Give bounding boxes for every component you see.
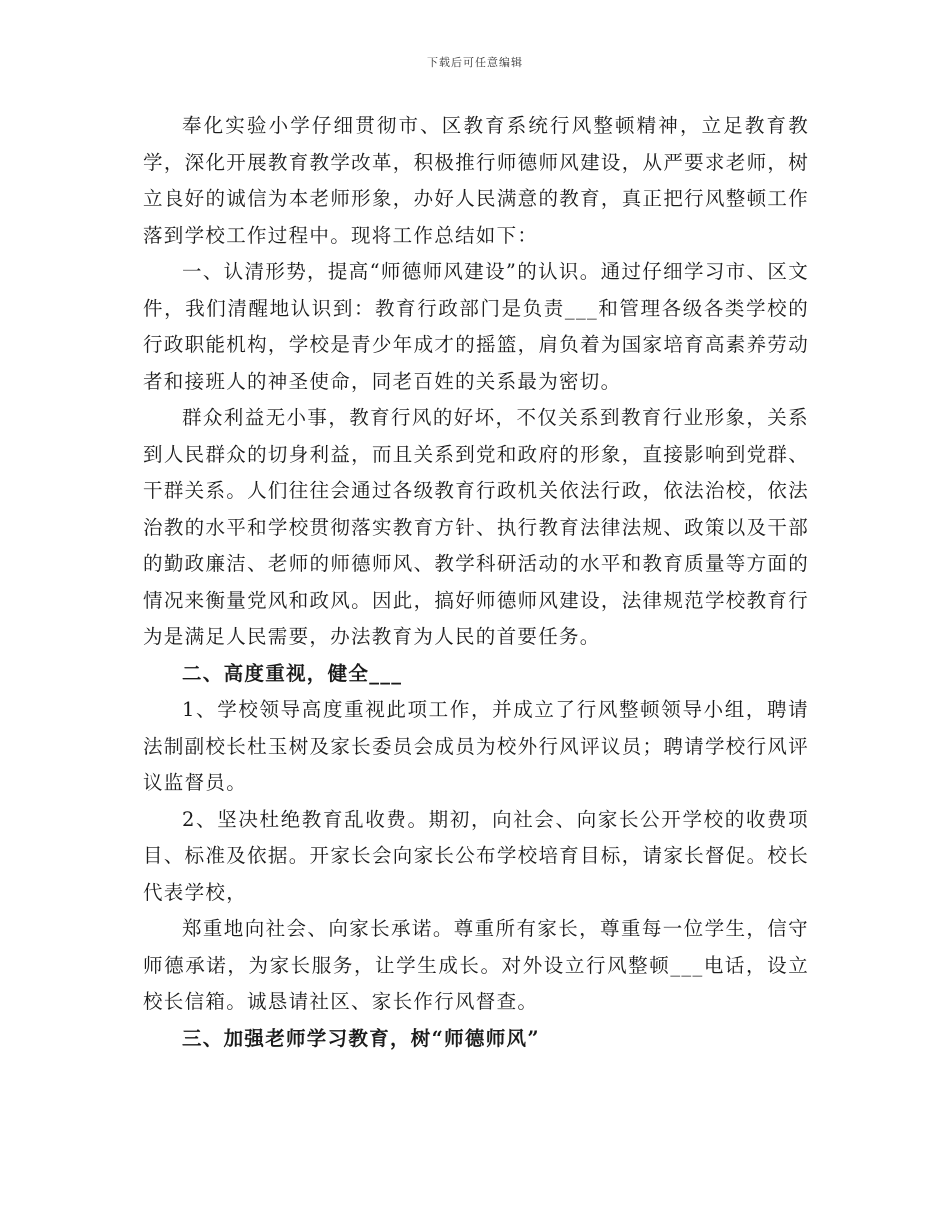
document-body — [143, 108, 809, 1057]
paragraph-item-2: 2、坚决杜绝教育乱收费。期初，向社会、向家长公开学校的收费项目、标准及依据。开家长会向家长公布学校培育目标，请家长督促。校长代表学校， — [143, 807, 809, 904]
paragraph-commitment: 郑重地向社会、向家长承诺。尊重所有家长，尊重每一位学生，信守师德承诺，为家长服务，让学生成长。对外设立行风整顿___电话，设立校长信箱。诚恳请社区、家长作行风督查。 — [143, 917, 809, 1013]
paragraph-intro: 奉化实验小学仔细贯彻市、区教育系统行风整顿精神，立足教育教学，深化开展教育教学改革，积极推行师德师风建设，从严要求老师，树立良好的诚信为本老师形象，办好人民满意的教育，真正把行风整顿工作落到学校工作过程中。现将工作总结如下： — [143, 114, 809, 247]
paragraph-section-1: 一、认清形势，提高“师德师风建设”的认识。通过仔细学习市、区文件，我们清醒地认识到：教育行政部门是负责___和管理各级各类学校的行政职能机构，学校是青少年成才的摇篮，肩负着为国家培育高素养劳动者和接班人的神圣使命，同老百姓的关系最为密切。 — [143, 260, 809, 393]
page-header: 下载后可任意编辑 — [427, 56, 523, 69]
section-heading-2: 二、高度重视，健全___ — [182, 661, 403, 685]
paragraph-item-1: 1、学校领导高度重视此项工作，并成立了行风整顿领导小组，聘请法制副校长杜玉树及家长委员会成员为校外行风评议员；聘请学校行风评议监督员。 — [143, 698, 809, 794]
section-heading-3: 三、加强老师学习教育，树“师德师风” — [182, 1026, 540, 1050]
paragraph-public-interest: 群众利益无小事，教育行风的好坏，不仅关系到教育行业形象，关系到人民群众的切身利益，而且关系到党和政府的形象，直接影响到党群、干群关系。人们往往会通过各级教育行政机关依法行政，依法治校，依法治教的水平和学校贯彻落实教育方针、执行教育法律法规、政策以及干部的勤政廉洁、老师的师德师风、教学科研活动的水平和教育质量等方面的情况来衡量党风和政风。因此，搞好师德师风建设，法律规范学校教育行为是满足人民需要，办法教育为人民的首要任务。 — [143, 406, 809, 648]
